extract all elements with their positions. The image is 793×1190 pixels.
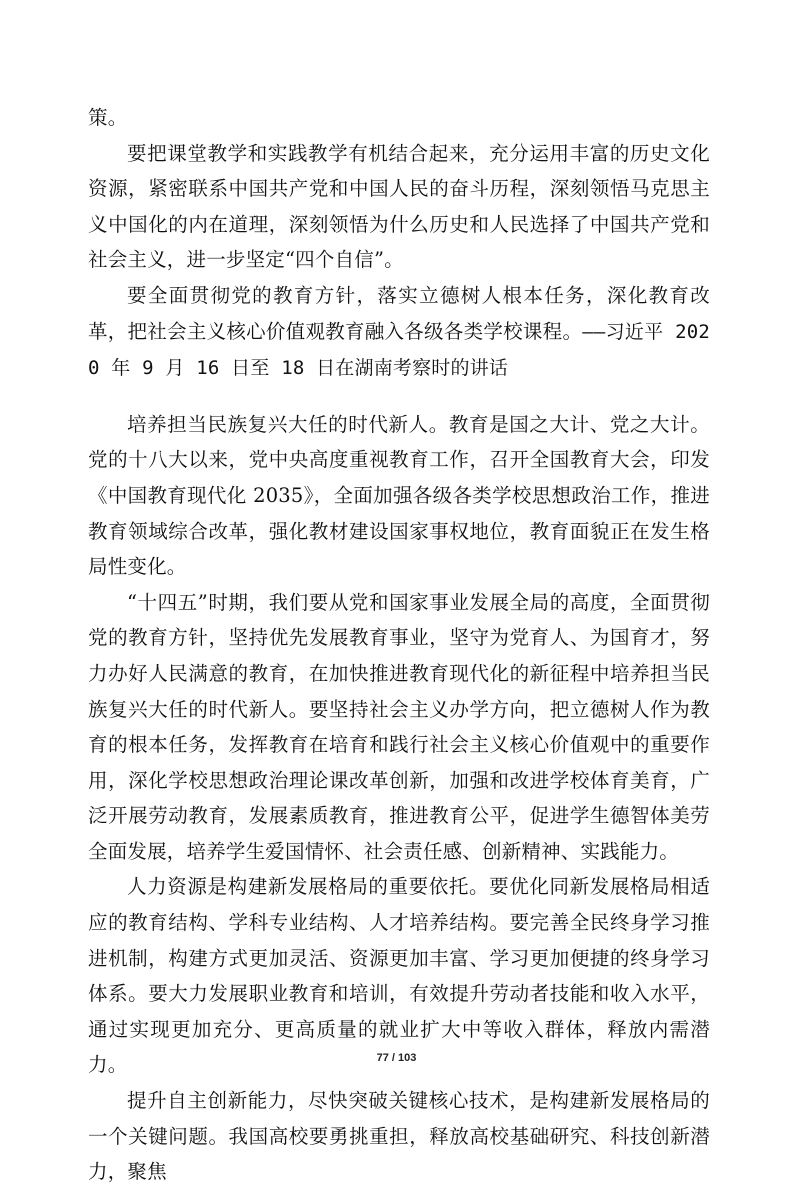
paragraph-6: 人力资源是构建新发展格局的重要依托。要优化同新发展格局相适应的教育结构、学科专业结构、人才培养结构。要完善全民终身学习推进机制，构建方式更加灵活、资源更加丰富、学习更加便捷的终身学习体系。要大力发展职业教育和培训，有效提升劳动者技能和收入水平，通过实现更加充分、更高质量的就业扩大中等收入群体，释放内需潜力。 bbox=[88, 875, 710, 1077]
paragraph-2: 要把课堂教学和实践教学有机结合起来，充分运用丰富的历史文化资源，紧密联系中国共产党和中国人民的奋斗历程，深刻领悟马克思主义中国化的内在道理，深刻领悟为什么历史和人民选择了中国共产党和社会主义，进一步坚定“四个自信”。 bbox=[88, 141, 710, 272]
page-number: 77 / 103 bbox=[376, 1052, 417, 1064]
section-gap bbox=[88, 387, 710, 407]
document-body bbox=[88, 100, 710, 1190]
paragraph-1: 策。 bbox=[88, 106, 128, 129]
quote-attribution: ——习近平 2020 年 9 月 16 日至 18 日在湖南考察时的讲话 bbox=[88, 320, 710, 380]
paragraph-4: 培养担当民族复兴大任的时代新人。教育是国之大计、党之大计。党的十八大以来，党中央高度重视教育工作，召开全国教育大会，印发《中国教育现代化 2035》，全面加强各级各类学校思想政治工作，推进教育领域综合改革，强化教材建设国家事权地位，教育面貌正在发生格局性变化。 bbox=[88, 412, 710, 579]
paragraph-7: 提升自主创新能力，尽快突破关键核心技术，是构建新发展格局的一个关键问题。我国高校要勇挑重担，释放高校基础研究、科技创新潜力，聚焦 bbox=[88, 1089, 710, 1184]
paragraph-3 bbox=[88, 278, 710, 387]
paragraph-3-text: 要全面贯彻党的教育方针，落实立德树人根本任务，深化教育改革，把社会主义核心价值观教育融入各级各类学校课程。 bbox=[88, 283, 710, 343]
paragraph-5: “十四五”时期，我们要从党和国家事业发展全局的高度，全面贯彻党的教育方针，坚持优先发展教育事业，坚守为党育人、为国育才，努力办好人民满意的教育，在加快推进教育现代化的新征程中培养担当民族复兴大任的时代新人。要坚持社会主义办学方向，把立德树人作为教育的根本任务，发挥教育在培育和践行社会主义核心价值观中的重要作用，深化学校思想政治理论课改革创新，加强和改进学校体育美育，广泛开展劳动教育，发展素质教育，推进教育公平，促进学生德智体美劳全面发展，培养学生爱国情怀、社会责任感、创新精神、实践能力。 bbox=[88, 590, 710, 863]
